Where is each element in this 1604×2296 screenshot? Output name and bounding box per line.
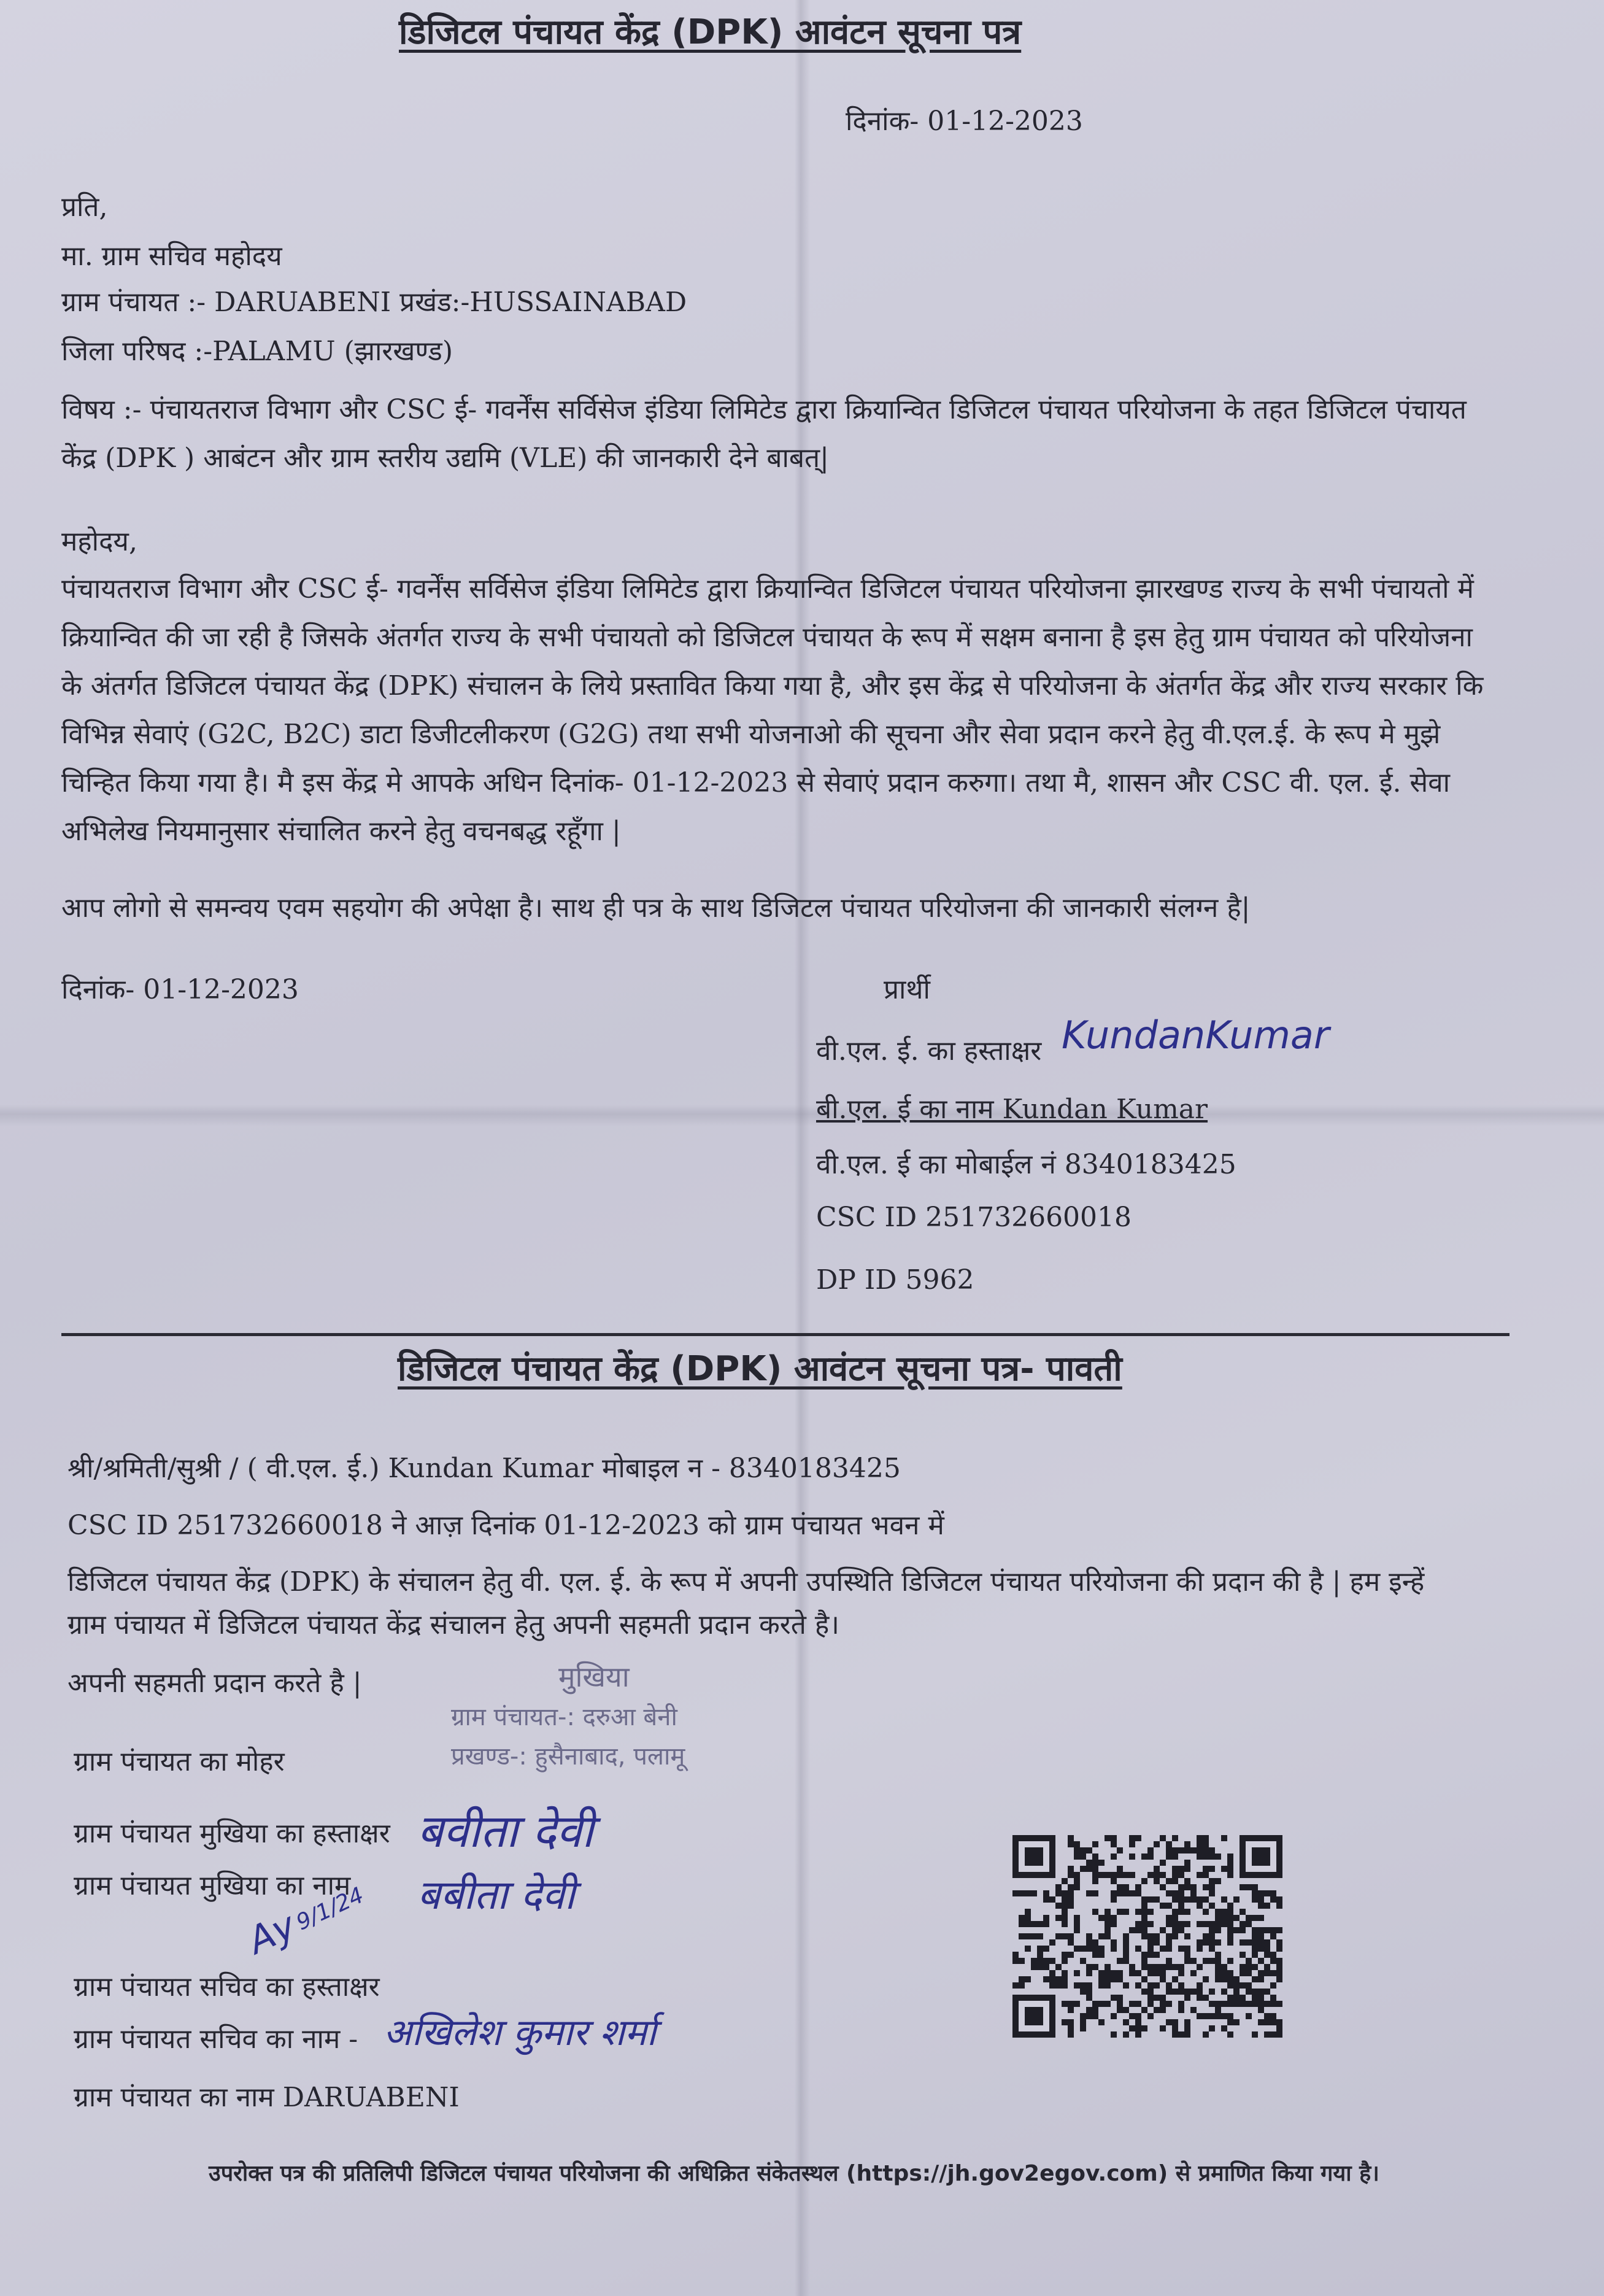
qr-code <box>1012 1835 1282 2040</box>
stamp-panchayat: ग्राम पंचायत-: दरुआ बेनी <box>451 1703 677 1731</box>
footer-note: उपरोक्त पत्र की प्रतिलिपी डिजिटल पंचायत परियोजना की अधिक्रित संकेतस्थल (https://jh.gov2egov.com) से प्रमाणित किया गया है। <box>209 2161 1379 2186</box>
csc-id: CSC ID 251732660018 <box>816 1202 1132 1233</box>
stamp-title: मुखिया <box>558 1660 630 1693</box>
panchayat-name-line: ग्राम पंचायत का नाम DARUABENI <box>74 2082 460 2113</box>
stamp-block: प्रखण्ड-: हुसैनाबाद, पलामू <box>451 1742 685 1771</box>
district-line: जिला परिषद :-PALAMU (झारखण्ड) <box>61 336 453 367</box>
consent-line: अपनी सहमती प्रदान करते है | <box>67 1668 362 1699</box>
mukhiya-name-handwritten: बबीता देवी <box>417 1871 575 1919</box>
receipt-line-2: CSC ID 251732660018 ने आज़ दिनांक 01-12-2023 को ग्राम पंचायत भवन में <box>67 1510 944 1541</box>
receipt-line-1: श्री/श्रमिती/सुश्री / ( वी.एल. ई.) Kundan Kumar मोबाइल न - 8340183425 <box>67 1453 901 1484</box>
receipt-line-4: ग्राम पंचायत में डिजिटल पंचायत केंद्र संचालन हेतु अपनी सहमती प्रदान करते है। <box>67 1609 839 1641</box>
receipt-line-3: डिजिटल पंचायत केंद्र (DPK) के संचालन हेतु वी. एल. ई. के रूप में अपनी उपस्थिति डिजिटल पंचायत परियोजना की प्रदान की है | हम इन्हें <box>67 1566 1425 1598</box>
panchayat-line: ग्राम पंचायत :- DARUABENI प्रखंड:-HUSSAINABAD <box>61 287 687 318</box>
vle-signature-label: वी.एल. ई. का हस्ताक्षर <box>816 1035 1042 1067</box>
salutation: महोदय, <box>61 526 137 557</box>
secretary-name-label: ग्राम पंचायत सचिव का नाम - <box>74 2023 358 2055</box>
footer-date: दिनांक- 01-12-2023 <box>61 974 299 1005</box>
secretary-name-handwritten: अखिलेश कुमार शर्मा <box>384 2011 657 2054</box>
secretary-initials: Ay <box>241 1904 303 1963</box>
mukhiya-name-label: ग्राम पंचायत मुखिया का नाम <box>74 1870 351 1901</box>
closing-paragraph: आप लोगो से समन्वय एवम सहयोग की अपेक्षा है। साथ ही पत्र के साथ डिजिटल पंचायत परियोजना की जानकारी संलग्न है| <box>61 892 1251 924</box>
mukhiya-signature: बवीता देवी <box>417 1805 594 1858</box>
body-paragraph: पंचायतराज विभाग और CSC ई- गवर्नेंस सर्विसेज इंडिया लिमिटेड द्वारा क्रियान्वित डिजिटल पंचायत परियोजना झारखण्ड राज्य के सभी पंचायतो में क्रियान्वित की जा रही है जिसके अंतर्गत राज्य के सभी पंचायतो को डिजिटल पंचायत के रूप में सक्षम बनाना है इस हेतु ग्राम पंचायत को परियोजना के अंतर्गत डिजिटल पंचायत केंद्र (DPK) संचालन के लिये प्रस्तावित किया गया है, और इस केंद्र से परियोजना के अंतर्गत केंद्र और राज्य सरकार कि विभिन्न सेवाएं (G2C, B2C) डाटा डिजीटलीकरण (G2G) तथा सभी योजनाओ की सूचना और सेवा प्रदान करने हेतु वी.एल.ई. के रूप मे मुझे चिन्हित किया गया है। मै इस केंद्र मे आपके अधिन दिनांक- 01-12-2023 से सेवाएं प्रदान करुगा। तथा मै, शासन और CSC वी. एल. ई. सेवा अभिलेख नियमानुसार संचालित करने हेतु वचनबद्ध रहूँगा | <box>61 573 1484 847</box>
notice-date: दिनांक- 01-12-2023 <box>846 106 1083 137</box>
mukhiya-sign-label: ग्राम पंचायत मुखिया का हस्ताक्षर <box>74 1818 390 1849</box>
addressee: मा. ग्राम सचिव महोदय <box>61 241 282 272</box>
vle-name: बी.एल. ई का नाम Kundan Kumar <box>816 1094 1208 1125</box>
to-label: प्रति, <box>61 191 108 223</box>
notice-title: डिजिटल पंचायत केंद्र (DPK) आवंटन सूचना पत्र <box>399 12 1022 52</box>
section-divider <box>61 1333 1510 1336</box>
dp-id: DP ID 5962 <box>816 1264 974 1296</box>
vle-mobile: वी.एल. ई का मोबाईल नं 8340183425 <box>816 1149 1236 1180</box>
secretary-sign-date: 9/1/24 <box>292 1882 368 1936</box>
applicant-label: प्रार्थी <box>884 974 930 1005</box>
vle-signature: KundanKumar <box>1062 1013 1330 1057</box>
receipt-title: डिजिटल पंचायत केंद्र (DPK) आवंटन सूचना पत्र- पावती <box>398 1349 1122 1389</box>
subject-text: विषय :- पंचायतराज विभाग और CSC ई- गवर्नेंस सर्विसेज इंडिया लिमिटेड द्वारा क्रियान्वित डिजिटल पंचायत परियोजना के तहत डिजिटल पंचायत केंद्र (DPK ) आबंटन और ग्राम स्तरीय उद्यमि (VLE) की जानकारी देने बाबत्| <box>61 394 1467 474</box>
seal-label: ग्राम पंचायत का मोहर <box>74 1746 285 1777</box>
secretary-sign-label: ग्राम पंचायत सचिव का हस्ताक्षर <box>74 1971 380 2003</box>
